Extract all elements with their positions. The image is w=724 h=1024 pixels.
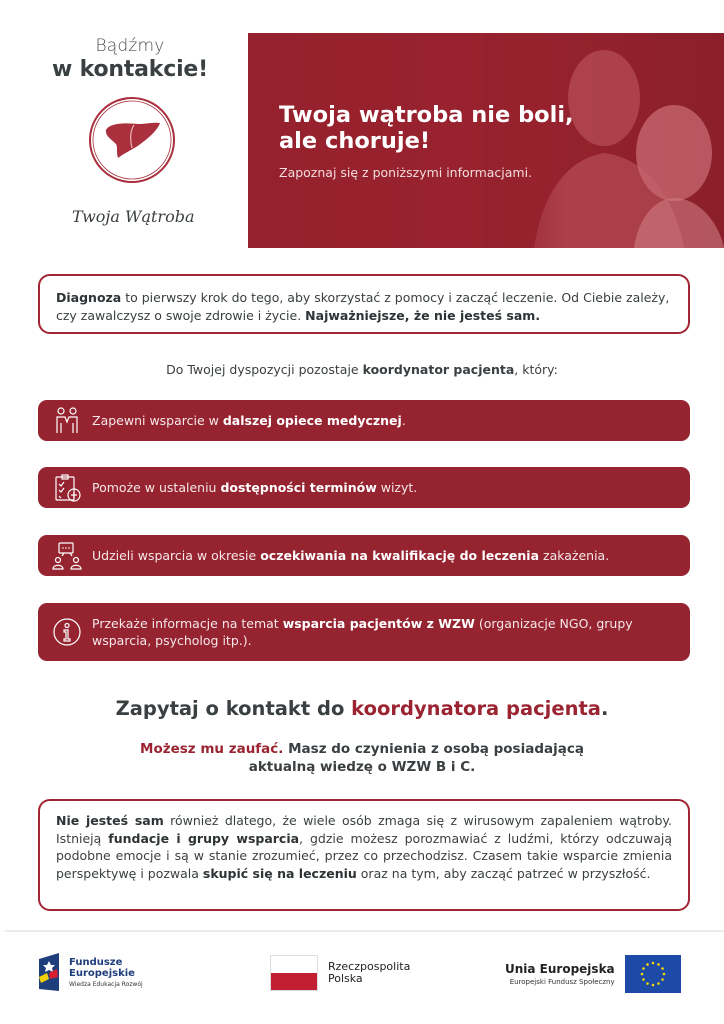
trust-t2: aktualną wiedzę o WZW B i C. <box>248 759 476 775</box>
hero-title-line1: Twoja wątroba nie boli, <box>279 102 574 128</box>
item-1-t2: . <box>401 412 406 428</box>
conversation-icon <box>52 541 82 571</box>
diagnosis-text <box>56 289 672 324</box>
eu-star <box>646 982 649 985</box>
eu-star <box>651 984 654 987</box>
hero-title-line2: ale choruje! <box>279 128 431 154</box>
fe-flag-icon <box>37 953 61 991</box>
diagnosis-bold-1: Diagnoza <box>56 290 122 305</box>
hero-title <box>279 102 574 154</box>
eu-star <box>640 973 643 976</box>
cta-t2: . <box>600 697 609 720</box>
diagnosis-box <box>38 274 690 334</box>
fe-line1: Fundusze <box>69 956 123 968</box>
eu-flag-icon <box>625 955 681 993</box>
intro-text <box>0 362 724 377</box>
coordinator-item-4 <box>38 603 690 661</box>
fe-line3: Wiedza Edukacja Rozwój <box>69 980 143 988</box>
intro-t2: , który: <box>514 362 558 377</box>
support-t1: również dlatego, że wiele osób zmaga się z wirusowym zapaleniem wątroby. Istnieją <box>56 813 672 846</box>
eu-star <box>642 967 645 970</box>
ue-line1: Unia Europejska <box>505 962 615 976</box>
eu-star <box>651 962 654 965</box>
coordinator-item-1 <box>38 400 690 441</box>
brand-line2: w kontakcie! <box>52 57 208 82</box>
eu-star <box>661 967 664 970</box>
fe-line2: Europejskie <box>69 967 135 979</box>
support-text <box>56 812 672 882</box>
eu-star <box>657 982 660 985</box>
support-bold-1: Nie jesteś sam <box>56 813 164 828</box>
item-1-bold: dalszej opiece medycznej <box>222 412 402 428</box>
eu-star <box>657 963 660 966</box>
item-4-text <box>92 615 690 650</box>
item-4-t1: Przekaże informacje na temat <box>92 615 283 631</box>
clipboard-checklist-icon <box>52 473 82 503</box>
polish-flag-icon <box>270 955 318 991</box>
item-2-t2: wizyt. <box>376 479 418 495</box>
coordinator-item-2 <box>38 467 690 508</box>
trust-text <box>0 740 724 776</box>
fundusze-europejskie-logo <box>37 953 143 991</box>
support-t3: oraz na tym, aby zacząć patrzeć w przyszłość. <box>356 865 651 881</box>
eu-star <box>662 973 665 976</box>
item-3-bold: oczekiwania na kwalifikację do leczenia <box>260 547 540 563</box>
hero-banner <box>248 33 724 248</box>
item-3-text <box>92 547 623 565</box>
ue-line2: Europejski Fundusz Społeczny <box>509 978 615 986</box>
item-4-t2: (organizacje NGO, grupy wsparcia, psycholog itp.). <box>92 615 633 648</box>
item-4-bold: wsparcia pacjentów z WZW <box>282 615 475 631</box>
intro-t1: Do Twojej dyspozycji pozostaje <box>166 362 363 377</box>
rp-line1: Rzeczpospolita <box>328 960 411 973</box>
item-2-t1: Pomoże w ustaleniu <box>92 479 221 495</box>
liver-icon <box>88 96 176 184</box>
brand-block <box>30 36 230 82</box>
eu-star <box>661 978 664 981</box>
cta-red: koordynatora pacjenta <box>351 697 601 720</box>
people-holding-hands-icon <box>52 406 82 436</box>
diagnosis-text-1: to pierwszy krok do tego, aby skorzystać z pomocy i zacząć leczenie. Od Ciebie zależy, czy zawalczysz o swoje zdrowie i życie. <box>56 290 670 323</box>
cta-t1: Zapytaj o kontakt do <box>115 697 352 720</box>
support-bold-3: skupić się na leczeniu <box>202 865 357 881</box>
item-1-text <box>92 412 420 430</box>
intro-bold: koordynator pacjenta <box>362 362 515 377</box>
twoja-watroba-script-logo <box>70 194 195 242</box>
item-1-t1: Zapewni wsparcie w <box>92 412 223 428</box>
unia-europejska-logo <box>505 955 681 993</box>
script-name: Twoja Wątroba <box>72 207 195 226</box>
info-icon <box>52 617 82 647</box>
brand-line1: Bądźmy <box>95 36 165 56</box>
item-2-bold: dostępności terminów <box>220 479 377 495</box>
rp-line2: Polska <box>328 972 363 985</box>
cta-heading <box>0 697 724 720</box>
eu-star <box>642 978 645 981</box>
diagnosis-bold-2: Najważniejsze, że nie jesteś sam. <box>305 307 541 323</box>
trust-red: Możesz mu zaufać. <box>140 741 284 757</box>
support-bold-2: fundacje i grupy wsparcia <box>108 830 300 846</box>
item-2-text <box>92 479 431 497</box>
trust-t1: Masz do czynienia z osobą posiadającą <box>283 741 584 757</box>
support-t2: , gdzie możesz porozmawiać z ludźmi, którzy odczuwają podobne emocje i są w stanie zrozumieć, przez co przechodzisz. Czasem takie wsparcie zmienia perspektywę i pozwala <box>56 830 673 881</box>
rzeczpospolita-polska-logo <box>270 955 410 991</box>
item-3-t2: zakażenia. <box>539 547 610 563</box>
item-3-t1: Udzieli wsparcia w okresie <box>92 547 261 563</box>
footer-divider <box>5 930 724 932</box>
hero-subtitle: Zapoznaj się z poniższymi informacjami. <box>279 165 533 180</box>
eu-star <box>646 963 649 966</box>
support-box <box>38 799 690 911</box>
coordinator-item-3 <box>38 535 690 576</box>
